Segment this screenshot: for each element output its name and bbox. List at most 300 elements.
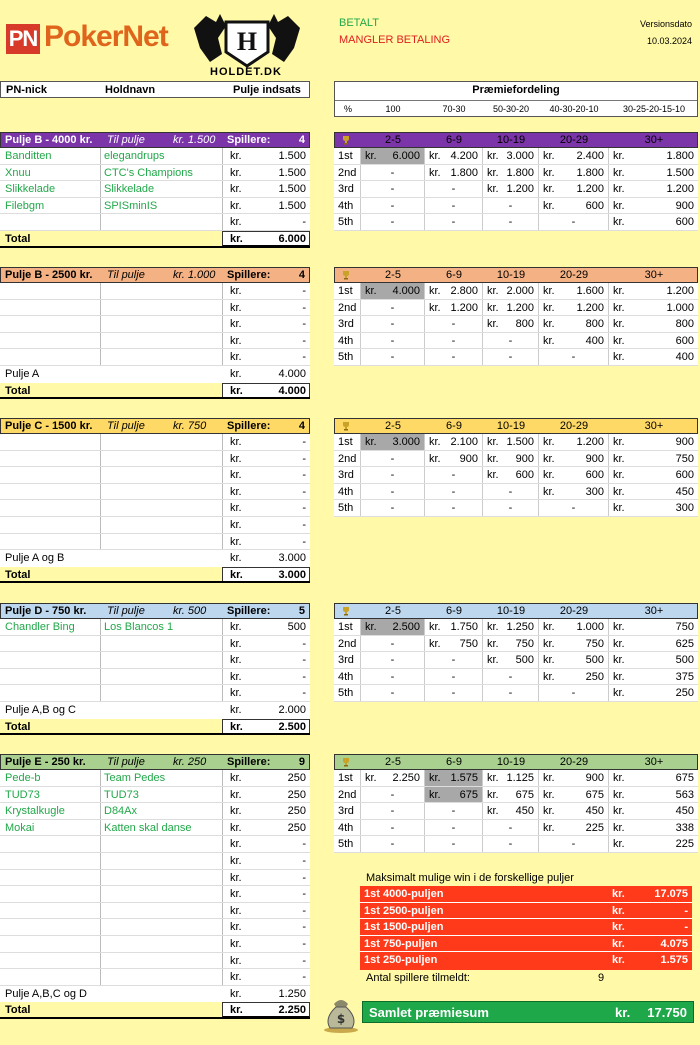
stake-amount: -: [302, 334, 306, 347]
prize-value: -: [451, 216, 456, 229]
player-row[interactable]: [0, 349, 310, 366]
stake-amount: -: [302, 687, 306, 700]
player-row[interactable]: [0, 517, 310, 534]
pokernet-logo-word: PokerNet: [44, 20, 168, 53]
prize-cell: [482, 198, 538, 214]
prize-value: -: [451, 199, 456, 212]
version-date-label: Versionsdato: [639, 19, 692, 29]
total-amount: 2.250: [278, 1004, 306, 1017]
max-win-row: [360, 903, 692, 920]
currency: kr.: [230, 216, 242, 229]
player-row[interactable]: [0, 181, 310, 198]
prize-row: [334, 467, 698, 484]
player-row[interactable]: [0, 198, 310, 215]
player-band: 20-29: [559, 756, 589, 768]
prize-cell: [482, 300, 538, 316]
pool-title: Pulje B - 2500 kr.: [5, 269, 93, 281]
player-nick: Mokai: [5, 821, 35, 834]
carry-amount: 4.000: [278, 368, 306, 380]
prize-value: -: [451, 183, 456, 196]
currency: kr.: [543, 199, 555, 212]
prize-value: -: [451, 502, 456, 515]
currency: kr.: [613, 183, 625, 196]
player-row[interactable]: [0, 467, 310, 484]
prize-cell: [538, 484, 608, 500]
player-row[interactable]: [0, 165, 310, 182]
currency: kr.: [429, 166, 441, 179]
max-win-currency: kr.: [612, 888, 625, 900]
currency: kr.: [230, 871, 242, 884]
column-header-row: [0, 81, 310, 98]
dist-2: 70-30: [442, 104, 466, 114]
currency: kr.: [613, 670, 625, 683]
prize-value: 1.600: [576, 285, 604, 297]
prize-value: 600: [585, 199, 604, 212]
players-count: 4: [298, 420, 305, 432]
currency: kr.: [613, 199, 625, 212]
prize-cell: [608, 181, 698, 197]
prize-row: [334, 636, 698, 653]
prize-distribution-header: [334, 81, 698, 117]
prize-cell: [538, 198, 608, 214]
stake-amount: -: [302, 502, 306, 515]
prize-value: 600: [675, 334, 694, 347]
place-label: 4th: [338, 334, 354, 347]
currency: kr.: [230, 654, 242, 667]
stake-amount: -: [302, 318, 306, 331]
carry-label: Pulje A og B: [5, 552, 65, 565]
currency: kr.: [613, 821, 625, 834]
prize-value: -: [508, 351, 513, 364]
player-row[interactable]: [0, 969, 310, 986]
prize-cell: [482, 451, 538, 467]
max-win-label: 1st 250-puljen: [364, 954, 438, 967]
currency: kr.: [230, 720, 243, 733]
total-amount: 4.000: [278, 384, 306, 397]
prize-value: -: [390, 351, 395, 364]
col-team: Holdnavn: [105, 84, 156, 96]
player-row[interactable]: [0, 787, 310, 804]
prize-cell: [608, 500, 698, 516]
prize-row: [334, 820, 698, 837]
player-row[interactable]: [0, 919, 310, 936]
player-row[interactable]: [0, 770, 310, 787]
prize-value: 1.200: [450, 301, 478, 314]
prize-value: 450: [675, 485, 694, 498]
prize-value: -: [508, 199, 513, 212]
currency: kr.: [543, 805, 555, 818]
max-win-label: 1st 750-puljen: [364, 937, 438, 950]
prize-cell: [424, 451, 482, 467]
player-row[interactable]: [0, 953, 310, 970]
prize-value: 400: [585, 334, 604, 347]
player-row[interactable]: [0, 820, 310, 837]
pool-header: [0, 267, 310, 283]
player-row[interactable]: [0, 300, 310, 317]
player-row[interactable]: [0, 853, 310, 870]
player-row[interactable]: [0, 451, 310, 468]
place-label: 3rd: [338, 318, 354, 331]
prize-value: 1.000: [576, 621, 604, 633]
prize-value: -: [390, 838, 395, 851]
prize-value: 300: [675, 502, 694, 515]
stake-amount: -: [302, 637, 306, 650]
prize-cell: [360, 770, 424, 786]
player-row[interactable]: [0, 148, 310, 165]
prize-value: 800: [675, 318, 694, 331]
stake-amount: 1.500: [278, 183, 306, 196]
prize-value: -: [390, 821, 395, 834]
team-name: elegandrups: [104, 150, 165, 162]
player-nick: Xnuu: [5, 166, 31, 179]
max-win-value: 1.575: [660, 954, 688, 967]
prize-value: 1.750: [450, 621, 478, 633]
player-row[interactable]: [0, 836, 310, 853]
currency: kr.: [429, 285, 441, 297]
player-band: 2-5: [385, 134, 401, 146]
prize-value: -: [390, 216, 395, 229]
currency: kr.: [487, 469, 499, 482]
legend-unpaid: MANGLER BETALING: [339, 34, 451, 46]
prize-value: -: [390, 452, 395, 465]
prize-value: -: [508, 485, 513, 498]
prize-cell: [538, 165, 608, 181]
prize-cell: [482, 669, 538, 685]
place-label: 2nd: [338, 166, 357, 179]
player-nick: Pede-b: [5, 772, 41, 784]
player-band: 2-5: [385, 420, 401, 432]
prize-cell: [538, 636, 608, 652]
prize-value: 1.800: [576, 166, 604, 179]
prize-cell: [482, 165, 538, 181]
carry-label: Pulje A: [5, 368, 40, 380]
currency: kr.: [613, 166, 625, 179]
prize-cell: [360, 434, 424, 450]
player-band: 20-29: [559, 605, 589, 617]
prize-cell: [424, 669, 482, 685]
player-nick: Krystalkugle: [5, 805, 65, 818]
prize-value: 600: [675, 216, 694, 229]
player-row[interactable]: [0, 636, 310, 653]
prize-value: 750: [459, 637, 478, 650]
player-row[interactable]: [0, 484, 310, 501]
prize-value: 1.000: [666, 301, 694, 314]
currency: kr.: [543, 772, 555, 784]
place-label: 1st: [338, 285, 353, 297]
prize-cell: [608, 214, 698, 230]
stake-amount: -: [302, 670, 306, 683]
players-label: Spillere:: [227, 420, 271, 432]
prize-value: 900: [515, 452, 534, 465]
prize-value: 675: [459, 788, 478, 801]
prize-row: [334, 181, 698, 198]
stake-amount: -: [302, 954, 306, 967]
place-label: 1st: [338, 436, 353, 448]
distribution-row: [335, 100, 697, 117]
prize-value: 625: [675, 637, 694, 650]
player-row[interactable]: [0, 214, 310, 231]
currency: kr.: [613, 285, 625, 297]
currency: kr.: [613, 216, 625, 229]
currency: kr.: [543, 637, 555, 650]
stake-amount: 250: [287, 788, 306, 801]
prize-cell: [538, 500, 608, 516]
prize-value: 4.200: [450, 150, 478, 162]
prize-value: 2.100: [450, 436, 478, 448]
prize-cell: [424, 803, 482, 819]
prize-value: 800: [515, 318, 534, 331]
prize-value: 1.200: [666, 183, 694, 196]
prize-cell: [424, 500, 482, 516]
prize-value: 750: [675, 452, 694, 465]
prize-value: 450: [585, 805, 604, 818]
player-band: 6-9: [446, 756, 462, 768]
prize-cell: [538, 770, 608, 786]
prize-cell: [424, 770, 482, 786]
stake-amount: -: [302, 871, 306, 884]
prize-cell: [608, 165, 698, 181]
player-band: 6-9: [446, 269, 462, 281]
currency: kr.: [543, 150, 555, 162]
prize-value: -: [508, 502, 513, 515]
player-row[interactable]: [0, 936, 310, 953]
players-count: 9: [298, 756, 305, 768]
team-name: SPISminIS: [104, 199, 158, 212]
prize-cell: [482, 148, 538, 164]
currency: kr.: [230, 687, 242, 700]
col-stake: Pulje indsats: [233, 84, 301, 96]
til-pulje-amount: kr. 1.000: [173, 269, 216, 281]
carry-amount: 1.250: [278, 987, 306, 1000]
currency: kr.: [230, 788, 242, 801]
place-label: 5th: [338, 351, 354, 364]
prize-cell: [482, 214, 538, 230]
currency: kr.: [543, 285, 555, 297]
prize-distribution-title: Præmiefordeling: [472, 84, 560, 96]
players-label: Spillere:: [227, 269, 271, 281]
prize-cell: [538, 300, 608, 316]
currency: kr.: [543, 301, 555, 314]
prize-row: [334, 770, 698, 787]
prize-value: -: [508, 821, 513, 834]
player-row[interactable]: [0, 803, 310, 820]
player-row[interactable]: [0, 333, 310, 350]
prize-cell: [360, 349, 424, 365]
max-win-row: [360, 952, 692, 969]
currency: kr.: [613, 687, 625, 700]
currency: kr.: [429, 301, 441, 314]
stake-amount: 1.500: [278, 166, 306, 179]
prize-cell: [360, 652, 424, 668]
prize-cell: [608, 636, 698, 652]
player-row[interactable]: [0, 685, 310, 702]
player-row[interactable]: [0, 283, 310, 300]
currency: kr.: [543, 654, 555, 667]
total-amount: 2.500: [278, 720, 306, 733]
prize-value: 675: [515, 788, 534, 801]
prize-value: -: [390, 670, 395, 683]
grand-total-bar: [362, 1001, 694, 1023]
prize-cell: [608, 300, 698, 316]
prize-row: [334, 451, 698, 468]
players-label: Spillere:: [227, 605, 271, 617]
prize-cell: [608, 283, 698, 299]
prize-cell: [482, 803, 538, 819]
place-label: 4th: [338, 670, 354, 683]
prize-band-header: [334, 418, 698, 434]
player-band: 10-19: [496, 134, 526, 146]
currency: kr.: [230, 502, 242, 515]
max-win-box: [360, 886, 692, 970]
currency: kr.: [487, 805, 499, 818]
players-label: Spillere:: [227, 134, 271, 146]
prize-value: 1.800: [666, 150, 694, 162]
prize-cell: [608, 803, 698, 819]
currency: kr.: [613, 772, 625, 784]
player-band: 30+: [644, 756, 664, 768]
prize-cell: [360, 214, 424, 230]
prize-value: 500: [675, 654, 694, 667]
prize-cell: [424, 484, 482, 500]
prize-value: 900: [675, 436, 694, 448]
place-label: 2nd: [338, 788, 357, 801]
place-label: 3rd: [338, 654, 354, 667]
currency: kr.: [487, 788, 499, 801]
prize-value: -: [451, 687, 456, 700]
currency: kr.: [543, 469, 555, 482]
prize-cell: [482, 333, 538, 349]
team-name: CTC's Champions: [104, 166, 193, 179]
player-nick: TUD73: [5, 788, 40, 801]
prize-value: 2.000: [506, 285, 534, 297]
currency: kr.: [230, 535, 242, 548]
currency: kr.: [543, 183, 555, 196]
prize-value: -: [508, 687, 513, 700]
max-win-currency: kr.: [612, 904, 625, 917]
currency: kr.: [543, 621, 555, 633]
dist-1: 100: [385, 104, 401, 114]
max-win-value: 4.075: [660, 937, 688, 950]
prize-row: [334, 434, 698, 451]
prize-cell: [482, 636, 538, 652]
til-pulje-label: Til pulje: [107, 269, 145, 281]
stake-amount: -: [302, 285, 306, 297]
total-label: Total: [5, 384, 31, 397]
prize-cell: [608, 349, 698, 365]
prize-value: 1.500: [666, 166, 694, 179]
prize-cell: [360, 165, 424, 181]
player-nick: Slikkelade: [5, 183, 56, 196]
prize-value: -: [451, 805, 456, 818]
player-row[interactable]: [0, 652, 310, 669]
max-win-currency: kr.: [612, 937, 625, 950]
prize-value: 675: [585, 788, 604, 801]
prize-value: -: [390, 469, 395, 482]
prize-cell: [482, 500, 538, 516]
currency: kr.: [230, 637, 242, 650]
prize-cell: [538, 181, 608, 197]
player-count-value: 9: [598, 972, 605, 984]
prize-row: [334, 803, 698, 820]
prize-cell: [360, 820, 424, 836]
player-row[interactable]: [0, 534, 310, 551]
currency: kr.: [230, 904, 242, 917]
prize-cell: [424, 820, 482, 836]
til-pulje-amount: kr. 750: [173, 420, 207, 432]
player-row[interactable]: [0, 903, 310, 920]
prize-cell: [424, 333, 482, 349]
currency: kr.: [613, 469, 625, 482]
place-label: 2nd: [338, 301, 357, 314]
currency: kr.: [613, 805, 625, 818]
stake-amount: -: [302, 654, 306, 667]
prize-cell: [608, 484, 698, 500]
player-band: 6-9: [446, 134, 462, 146]
stake-amount: -: [302, 904, 306, 917]
currency: kr.: [230, 519, 242, 531]
prize-cell: [608, 467, 698, 483]
currency: kr.: [230, 368, 242, 380]
player-nick: Banditten: [5, 150, 52, 162]
currency: kr.: [230, 334, 242, 347]
player-row[interactable]: [0, 316, 310, 333]
max-win-currency: kr.: [612, 921, 625, 934]
holdet-crest-word: HOLDET.DK: [210, 66, 282, 78]
prize-cell: [538, 652, 608, 668]
player-row[interactable]: [0, 669, 310, 686]
total-label: Total: [5, 233, 31, 245]
prize-value: 900: [459, 452, 478, 465]
prize-value: 1.575: [450, 772, 478, 784]
prize-value: 600: [585, 469, 604, 482]
player-row[interactable]: [0, 500, 310, 517]
max-win-row: [360, 886, 692, 903]
place-label: 1st: [338, 772, 353, 784]
carry-row: [0, 702, 310, 719]
stake-amount: -: [302, 469, 306, 482]
prize-cell: [608, 685, 698, 701]
stake-amount: 500: [287, 621, 306, 633]
prize-row: [334, 283, 698, 300]
stake-amount: -: [302, 888, 306, 901]
currency: kr.: [230, 301, 242, 314]
stake-amount: 1.500: [278, 199, 306, 212]
prize-cell: [482, 467, 538, 483]
prize-value: 1.125: [506, 772, 534, 784]
currency: kr.: [487, 637, 499, 650]
player-row[interactable]: [0, 870, 310, 887]
prize-cell: [424, 467, 482, 483]
prize-value: 1.200: [666, 285, 694, 297]
currency: kr.: [487, 285, 499, 297]
currency: kr.: [365, 285, 377, 297]
team-name: D84Ax: [104, 805, 138, 818]
currency: kr.: [543, 485, 555, 498]
player-row[interactable]: [0, 886, 310, 903]
prize-value: -: [390, 301, 395, 314]
player-row[interactable]: [0, 619, 310, 636]
prize-value: -: [390, 166, 395, 179]
prize-cell: [424, 214, 482, 230]
prize-value: 400: [675, 351, 694, 364]
currency: kr.: [613, 318, 625, 331]
prize-value: -: [451, 351, 456, 364]
currency: kr.: [230, 921, 242, 934]
place-label: 4th: [338, 821, 354, 834]
prize-band-header: [334, 132, 698, 148]
player-row[interactable]: [0, 434, 310, 451]
prize-value: 2.250: [392, 772, 420, 784]
